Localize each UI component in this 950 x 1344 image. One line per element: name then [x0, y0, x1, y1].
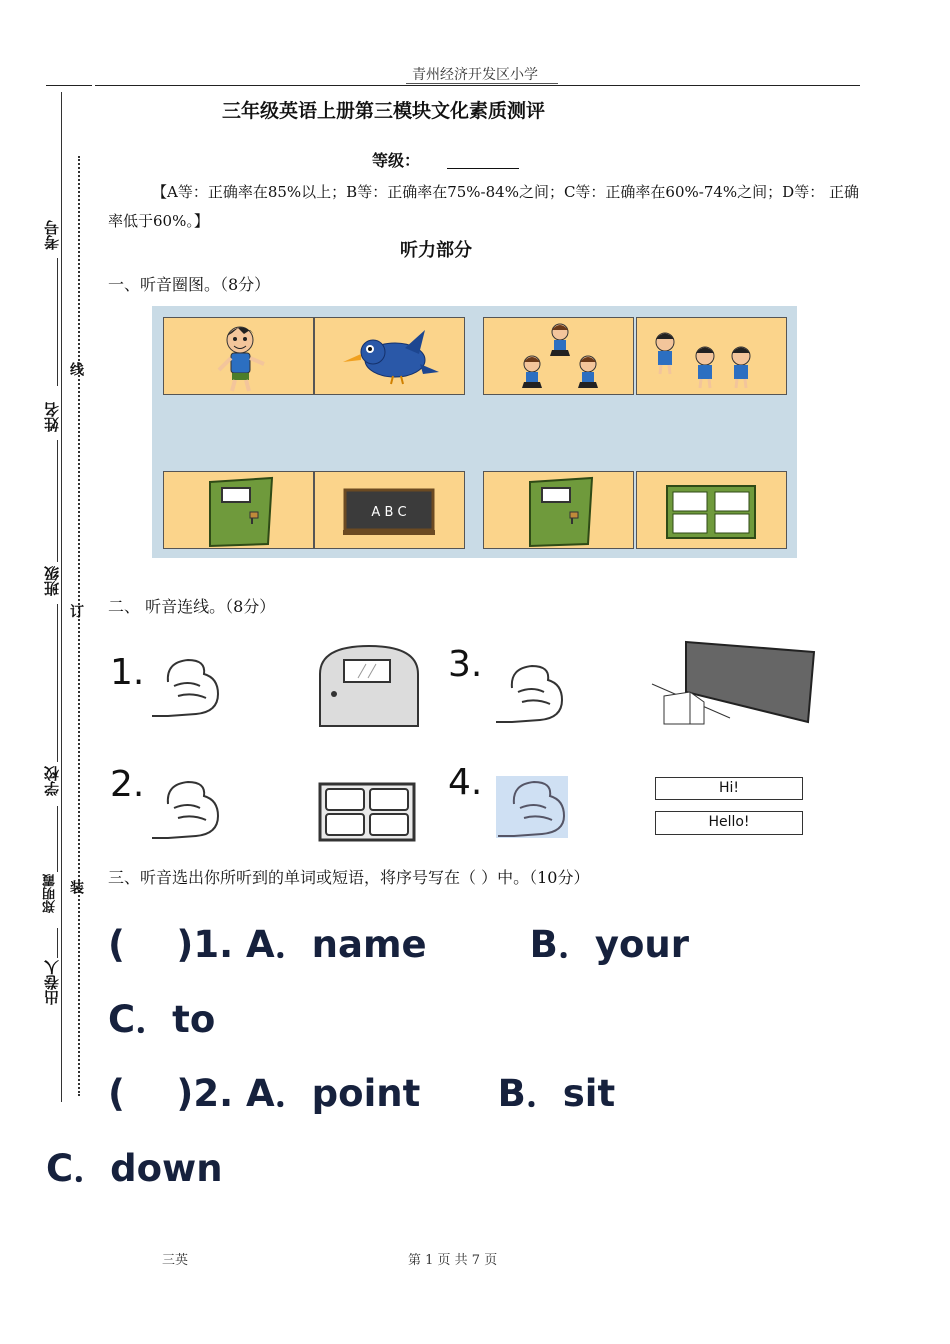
- q1-cell-three-girls[interactable]: [483, 317, 634, 395]
- grade-label: 等级：: [372, 151, 421, 170]
- door-illustration: [164, 472, 314, 549]
- header-rule-left: [46, 85, 92, 86]
- q3-item-2-option-c[interactable]: C．down: [46, 1147, 223, 1190]
- header-school: 青州经济开发区小学: [412, 67, 538, 83]
- window-illustration: [637, 472, 787, 549]
- class-blank: [57, 604, 58, 762]
- section-title: 听力部分: [400, 240, 472, 261]
- hi-bubble[interactable]: Hi!: [655, 777, 803, 800]
- blackboard-text: A B C: [371, 505, 407, 520]
- q3-item-2-options[interactable]: ( )2. A．point B．sit: [108, 1072, 616, 1115]
- grading-criteria: 【A等：正确率在85%以上；B等：正确率在75%-84%之间；C等：正确率在60%-74%之间；D等： 正确率低于60%。】: [108, 183, 859, 230]
- fist-icon: [492, 658, 570, 728]
- blackboard-sketch[interactable]: [650, 640, 816, 726]
- q3-heading: 三、听音选出你所听到的单词或短语，将序号写在（ ）中。（10分）: [108, 868, 590, 887]
- hello-bubble[interactable]: Hello!: [655, 811, 803, 835]
- q1-cell-three-boys[interactable]: [636, 317, 787, 395]
- q1-cell-door-b[interactable]: [483, 471, 634, 549]
- q1-cell-door-a[interactable]: [163, 471, 314, 549]
- q1-cell-blackboard[interactable]: [314, 471, 465, 549]
- header-rule: [95, 85, 860, 86]
- order-mark: 订: [68, 604, 84, 618]
- boy-illustration: [164, 318, 314, 395]
- q1-cell-bird[interactable]: [314, 317, 465, 395]
- reviewer-blank: [57, 928, 58, 958]
- page-number: 第 1 页 共 7 页: [408, 1253, 498, 1268]
- footer-left: 三英: [162, 1253, 189, 1268]
- school-blank: [57, 806, 58, 872]
- q2-heading: 二、 听音连线。（8分）: [108, 597, 276, 616]
- line-mark: 线: [68, 362, 84, 376]
- exam-no-label: 考号: [43, 220, 61, 250]
- three-boys-illustration: [637, 318, 787, 395]
- three-girls-illustration: [484, 318, 634, 395]
- q2-number-4: 4.: [448, 762, 483, 803]
- q1-cell-window[interactable]: [636, 471, 787, 549]
- header-underline: [406, 83, 558, 84]
- fist-icon: [148, 652, 226, 722]
- window-sketch[interactable]: [318, 782, 416, 842]
- blackboard-illustration: [315, 472, 465, 549]
- q1-cell-boy[interactable]: [163, 317, 314, 395]
- q2-number-1: 1.: [110, 652, 145, 693]
- binding-dotted-line: [78, 156, 80, 1096]
- class-label: 班级: [43, 566, 61, 596]
- door-illustration: [484, 472, 634, 549]
- exam-no-blank: [57, 258, 58, 386]
- name-label: 姓名: [43, 402, 61, 432]
- bind-mark: 装: [68, 880, 84, 894]
- q1-picture-panel: [152, 306, 797, 558]
- q3-item-1-options[interactable]: ( )1. A．name B．your: [108, 923, 689, 966]
- door-sketch[interactable]: [318, 644, 420, 728]
- school-label: 学校: [43, 766, 61, 796]
- page-title: 三年级英语上册第三模块文化素质测评: [222, 100, 546, 122]
- q1-heading: 一、听音圈图。（8分）: [108, 275, 271, 294]
- q2-number-3: 3.: [448, 644, 483, 685]
- fist-icon-highlighted: [496, 776, 568, 838]
- grade-blank[interactable]: [447, 168, 519, 169]
- bird-illustration: [315, 318, 465, 395]
- setter-label: 出卷人: [43, 960, 61, 1005]
- q2-number-2: 2.: [110, 764, 145, 805]
- fist-icon: [148, 774, 226, 844]
- reviewer-label: 郑明霞: [43, 874, 58, 913]
- name-blank: [57, 440, 58, 562]
- q3-item-1-option-c[interactable]: C．to: [108, 998, 216, 1041]
